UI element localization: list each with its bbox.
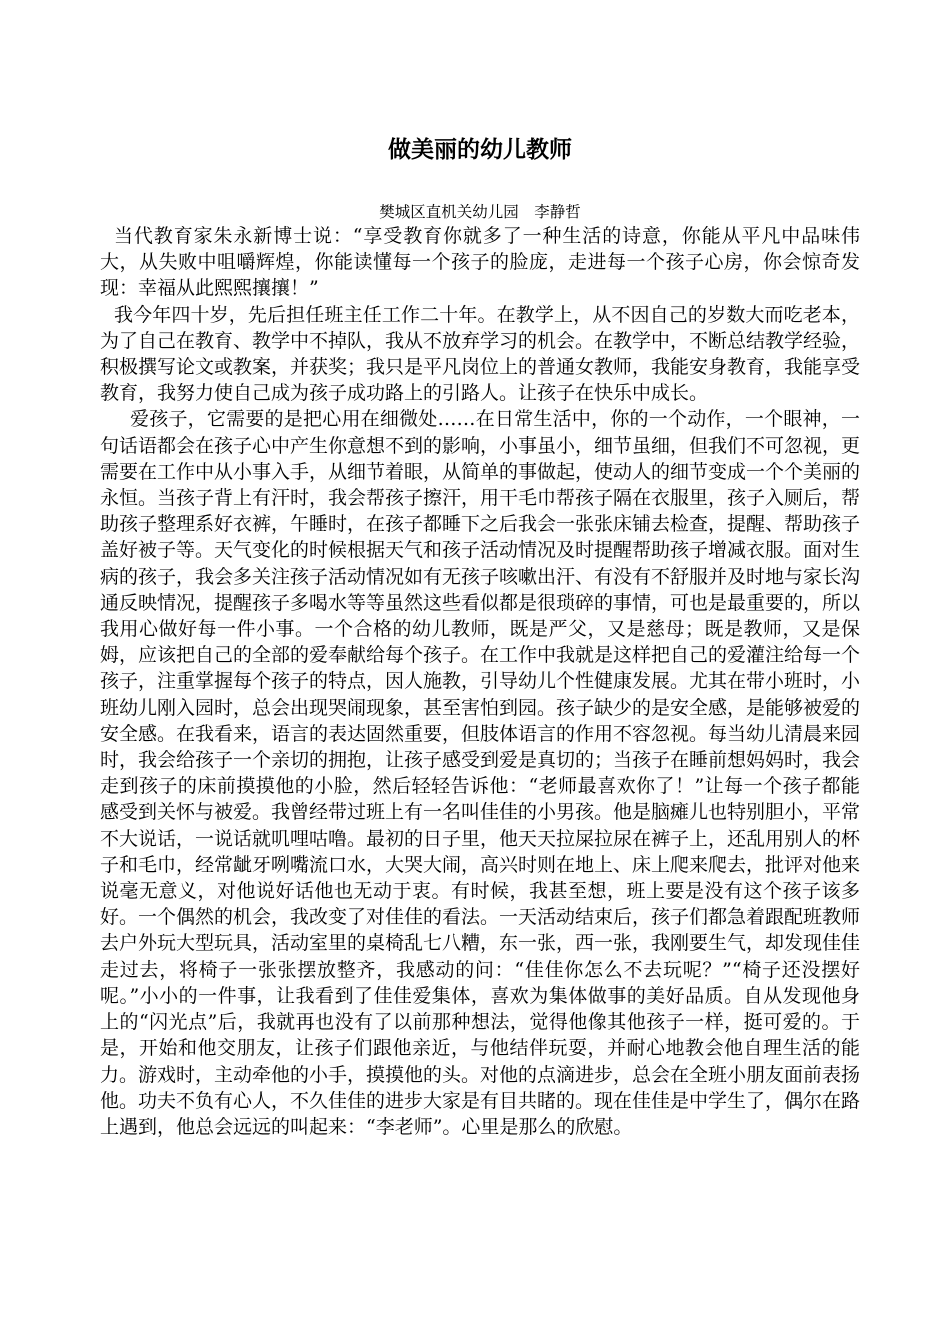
page-title: 做美丽的幼儿教师 [388,137,572,163]
paragraph-self-intro: 我今年四十岁，先后担任班主任工作二十年。在教学上，从不因自己的岁数大而吃老本，为了自己在教育、教学中不掉队，我从不放弃学习的机会。在教学中，不断总结教学经验，积极撰写论文或教案，并获奖；我只是平凡岗位上的普通女教师，我能安身教育，我能享受教育，我努力使自己成为孩子成功路上的引路人。让孩子在快乐中成长。 [100,303,861,405]
paragraph-love-children: 爱孩子，它需要的是把心用在细微处……在日常生活中，你的一个动作，一个眼神，一句话语都会在孩子心中产生你意想不到的影响，小事虽小，细节虽细，但我们不可忽视，更需要在工作中从小事入手，从细节着眼，从简单的事做起，使动人的细节变成一个个美丽的永恒。当孩子背上有汗时，我会帮孩子擦汗，用干毛巾帮孩子隔在衣服里，孩子入厕后，帮助孩子整理系好衣裤，午睡时，在孩子都睡下之后我会一张张床铺去检查，提醒、帮助孩子盖好被子等。天气变化的时候根据天气和孩子活动情况及时提醒帮助孩子增减衣服。面对生病的孩子，我会多关注孩子活动情况如有无孩子咳嗽出汗、有没有不舒服并及时地与家长沟通反映情况，提醒孩子多喝水等等虽然这些看似都是很琐碎的事情，可也是最重要的，所以我用心做好每一件小事。一个合格的幼儿教师，既是严父，又是慈母；既是教师，又是保姆，应该把自己的全部的爱奉献给每个孩子。在工作中我就是这样把自己的爱灌注给每一个孩子，注重掌握每个孩子的特点，因人施教，引导幼儿个性健康发展。尤其在带小班时，小班幼儿刚入园时，总会出现哭闹现象，甚至害怕到园。孩子缺少的是安全感，是能够被爱的安全感。在我看来，语言的表达固然重要，但肢体语言的作用不容忽视。每当幼儿清晨来园时，我会给孩子一个亲切的拥抱，让孩子感受到爱是真切的；当孩子在睡前想妈妈时，我会走到孩子的床前摸摸他的小脸，然后轻轻告诉他：“老师最喜欢你了！”让每一个孩子都能感受到关怀与被爱。我曾经带过班上有一名叫佳佳的小男孩。他是脑瘫儿也特别胆小，平常不大说话，一说话就叽哩咕噜。最初的日子里，他天天拉屎拉尿在裤子上，还乱用别人的杯子和毛巾，经常龇牙咧嘴流口水，大哭大闹，高兴时则在地上、床上爬来爬去，批评对他来说毫无意义，对他说好话他也无动于衷。有时候，我甚至想，班上要是没有这个孩子该多好。一个偶然的机会，我改变了对佳佳的看法。一天活动结束后，孩子们都急着跟配班教师去户外玩大型玩具，活动室里的桌椅乱七八糟，东一张，西一张，我刚要生气，却发现佳佳走过去，将椅子一张张摆放整齐，我感动的问：“佳佳你怎么不去玩呢？”“椅子还没摆好呢。”小小的一件事，让我看到了佳佳爱集体，喜欢为集体做事的美好品质。自从发现他身上的“闪光点”后，我就再也没有了以前那种想法，觉得他像其他孩子一样，挺可爱的。于是，开始和他交朋友，让孩子们跟他亲近，与他结伴玩耍，并耐心地教会他自理生活的能力。游戏时，主动牵他的小手，摸摸他的头。对他的点滴进步，总会在全班小朋友面前表扬他。功夫不负有心人，不久佳佳的进步大家是有目共睹的。现在佳佳是中学生了，偶尔在路上遇到，他总会远远的叫起来：“李老师”。心里是那么的欣慰。 [100,408,861,1138]
article-body [100,223,860,1140]
paragraph-quote: 当代教育家朱永新博士说：“享受教育你就多了一种生活的诗意，你能从平凡中品味伟大，从失败中咀嚼辉煌，你能读懂每一个孩子的脸庞，走进每一个孩子心房，你会惊奇发现：幸福从此熙熙攘攘！” [100,225,860,300]
author-byline: 樊城区直机关幼儿园 李静哲 [379,203,581,221]
